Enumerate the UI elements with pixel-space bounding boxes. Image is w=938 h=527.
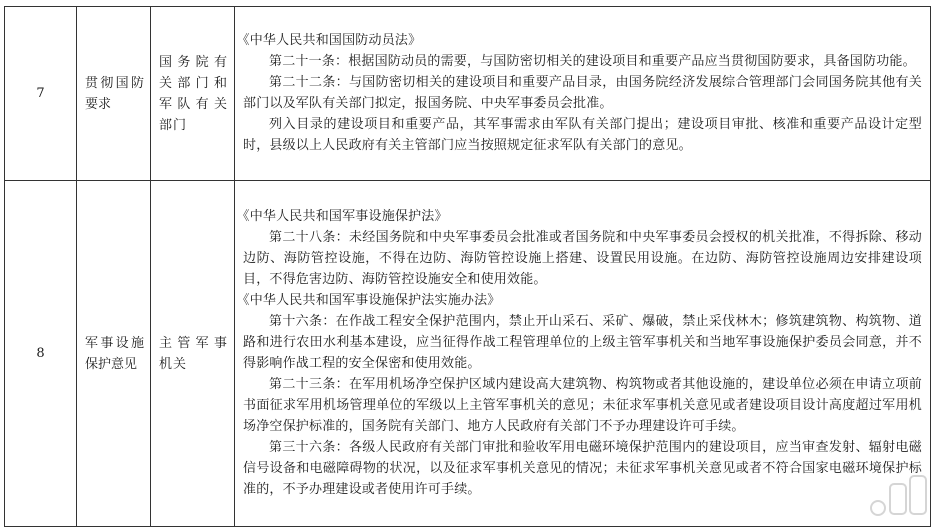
- regulation-table: [4, 6, 931, 527]
- article-paragraph: 第十六条：在作战工程安全保护范围内，禁止开山采石、采矿、爆破，禁止采伐林木；修筑建筑物、构筑物、道路和进行农田水利基本建设，应当征得作战工程管理单位的上级主管军事机关和当地军事设施保护委员会同意，并不得影响作战工程的安全保密和使用效能。: [243, 314, 922, 371]
- department-name: 主管军事机关: [151, 181, 235, 527]
- article-paragraph: 列入目录的建设项目和重要产品，其军事需求由军队有关部门提出；建设项目审批、核准和重要产品设计定型时，县级以上人民政府有关主管部门应当按照规定征求军队有关部门的意见。: [243, 117, 922, 153]
- row-number: 7: [5, 7, 77, 181]
- article-paragraph: 第三十六条：各级人民政府有关部门审批和验收军用电磁环境保护范围内的建设项目，应当审查发射、辐射电磁信号设备和电磁障碍物的状况，以及征求军事机关意见的情况；未征求军事机关意见或者不符合国家电磁环境保护标准的，不予办理建设或者使用许可手续。: [243, 440, 922, 497]
- law-title: 《中华人民共和国国防动员法》: [236, 33, 422, 48]
- article-paragraph: 第二十一条：根据国防动员的需要，与国防密切相关的建设项目和重要产品应当贯彻国防要求，具备国防功能。: [269, 54, 916, 69]
- article-paragraph: 第二十三条：在军用机场净空保护区域内建设高大建筑物、构筑物或者其他设施的，建设单位必须在申请立项前书面征求军用机场管理单位的军级以上主管军事机关的意见；未征求军事机关意见或者建设项目设计高度超过军用机场净空保护标准的，国务院有关部门、地方人民政府有关部门不予办理建设许可手续。: [243, 377, 922, 434]
- table-row: [5, 7, 931, 181]
- article-paragraph: 第二十八条：未经国务院和中央军事委员会批准或者国务院和中央军事委员会授权的机关批准，不得拆除、移动边防、海防管控设施，不得在边防、海防管控设施上搭建、设置民用设施。在边防、海防管控设施周边安排建设项目，不得危害边防、海防管控设施安全和使用效能。: [243, 230, 922, 287]
- article-paragraph: 第二十二条：与国防密切相关的建设项目和重要产品目录，由国务院经济发展综合管理部门会同国务院其他有关部门以及军队有关部门拟定，报国务院、中央军事委员会批准。: [243, 75, 922, 111]
- table-row: [5, 181, 931, 527]
- row-number: 8: [5, 181, 77, 527]
- item-name: 贯彻国防要求: [77, 7, 151, 181]
- law-title: 《中华人民共和国军事设施保护法实施办法》: [236, 293, 501, 308]
- item-name: 军事设施保护意见: [77, 181, 151, 527]
- watermark-logo: [866, 470, 930, 520]
- legal-basis: [235, 7, 931, 181]
- legal-basis: [235, 181, 931, 527]
- law-title: 《中华人民共和国军事设施保护法》: [236, 209, 448, 224]
- department-name: 国务院有关部门和军队有关部门: [151, 7, 235, 181]
